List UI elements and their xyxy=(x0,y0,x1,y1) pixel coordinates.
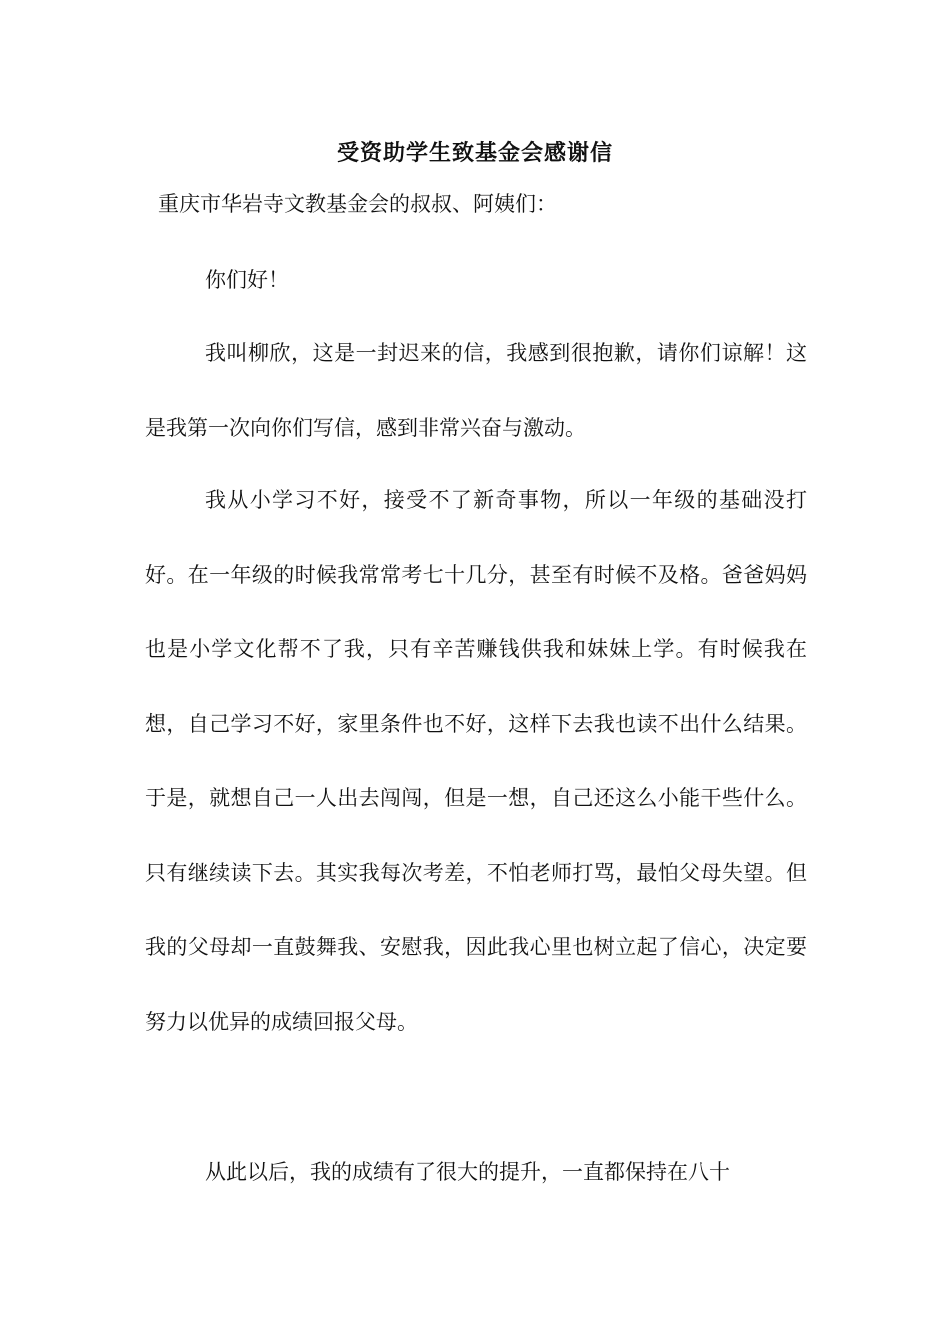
letter-title: 受资助学生致基金会感谢信 xyxy=(336,140,613,166)
letter-salutation: 重庆市华岩寺文教基金会的叔叔、阿姨们： xyxy=(158,192,557,216)
letter-greeting: 你们好！ xyxy=(205,268,289,292)
letter-paragraph: 我叫柳欣，这是一封迟来的信，我感到很抱歉，请你们谅解！这是我第一次向你们写信，感到非常兴奋与激动。 xyxy=(145,341,807,440)
letter-paragraph: 从此以后，我的成绩有了很大的提升，一直都保持在八十 xyxy=(205,1160,730,1184)
letter-paragraph: 我从小学习不好，接受不了新奇事物，所以一年级的基础没打好。在一年级的时候我常常考七十几分，甚至有时候不及格。爸爸妈妈也是小学文化帮不了我，只有辛苦赚钱供我和妹妹上学。有时候我在想，自己学习不好，家里条件也不好，这样下去我也读不出什么结果。于是，就想自己一人出去闯闯，但是一想，自己还这么小能干些什么。只有继续读下去。其实我每次考差，不怕老师打骂，最怕父母失望。但我的父母却一直鼓舞我、安慰我，因此我心里也树立起了信心，决定要努力以优异的成绩回报父母。 xyxy=(145,488,807,1034)
